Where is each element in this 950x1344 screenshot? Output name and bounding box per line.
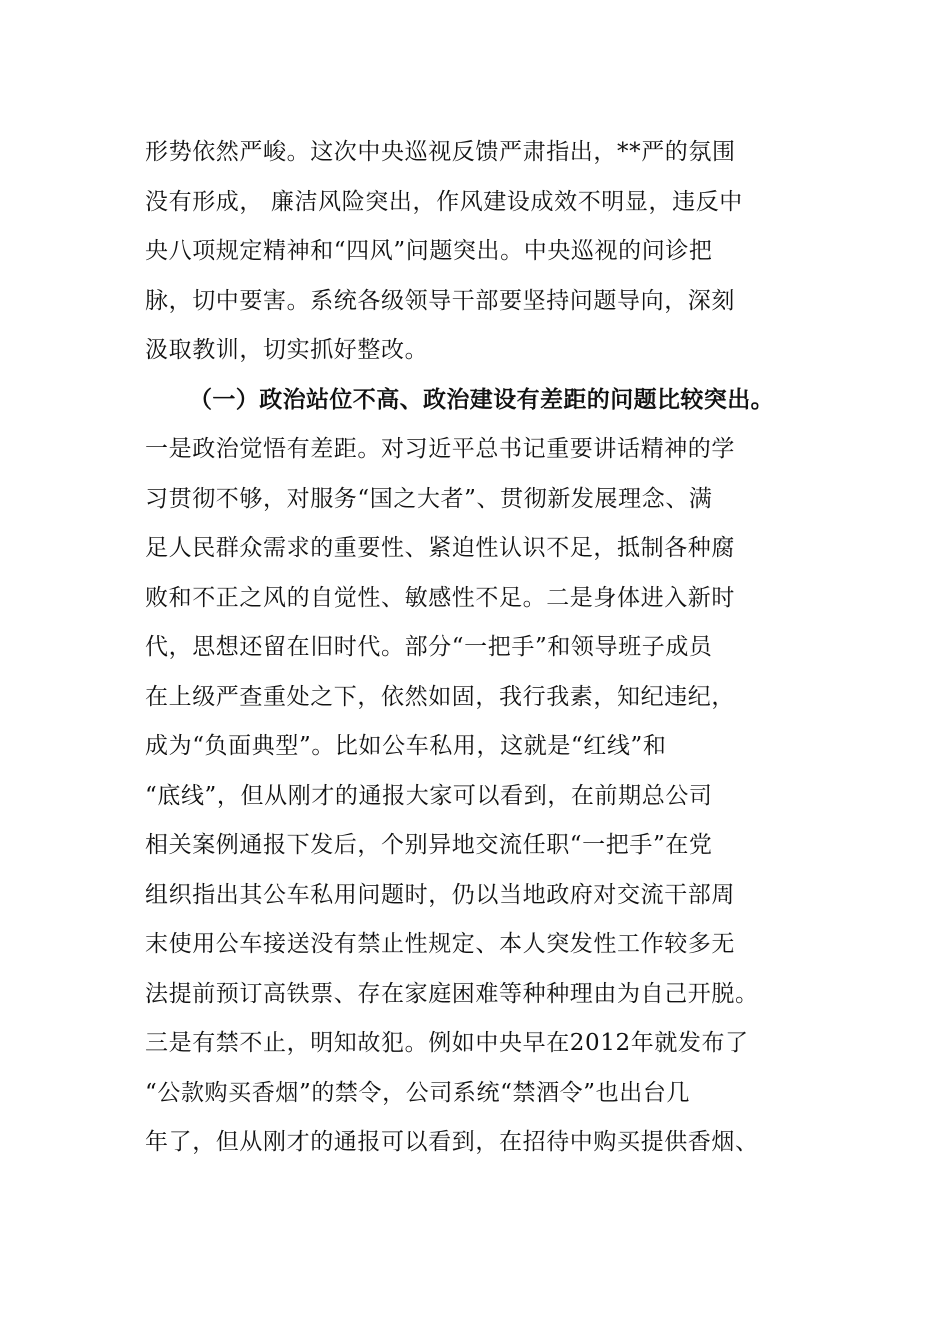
paragraph-line: 法提前预订高铁票、存在家庭困难等种种理由为自己开脱。	[145, 980, 759, 1007]
paragraph-line: 成为“负面典型”。比如公车私用，这就是“红线”和	[145, 733, 667, 759]
paragraph-line: 三是有禁不止，明知故犯。例如中央早在2012年就发布了	[145, 1030, 749, 1056]
paragraph-line: “公款购买香烟”的禁令，公司系统“禁酒令”也出台几	[145, 1079, 691, 1106]
paragraph-line: 脉，切中要害。系统各级领导干部要坚持问题导向，深刻	[145, 287, 735, 314]
paragraph-line: 代，思想还留在旧时代。部分“一把手”和领导班子成员	[145, 634, 713, 660]
paragraph-line: 组织指出其公车私用问题时，仍以当地政府对交流干部周	[145, 881, 735, 908]
paragraph-line: 年了，但从刚才的通报可以看到，在招待中购买提供香烟、	[145, 1129, 759, 1155]
paragraph-line: 足人民群众需求的重要性、紧迫性认识不足，抵制各种腐	[145, 535, 735, 561]
paragraph-line: 一是政治觉悟有差距。对习近平总书记重要讲话精神的学	[145, 436, 735, 462]
paragraph-line: “底线”，但从刚才的通报大家可以看到，在前期总公司	[145, 782, 713, 809]
section-heading: （一）政治站位不高、政治建设有差距的问题比较突出。	[189, 386, 774, 413]
body-text	[145, 128, 825, 1168]
paragraph-line: 在上级严查重处之下，依然如固，我行我素，知纪违纪，	[145, 683, 735, 710]
paragraph-line: 败和不正之风的自觉性、敏感性不足。二是身体进入新时	[145, 584, 735, 611]
paragraph-line: 末使用公车接送没有禁止性规定、本人突发性工作较多无	[145, 931, 735, 957]
paragraph-line: 习贯彻不够，对服务“国之大者”、贯彻新发展理念、满	[145, 485, 713, 512]
paragraph-line: 汲取教训，切实抓好整改。	[145, 337, 429, 363]
paragraph-line: 央八项规定精神和“四风”问题突出。中央巡视的问诊把	[145, 238, 713, 264]
paragraph-line: 形势依然严峻。这次中央巡视反馈严肃指出，**严的氛围	[145, 139, 736, 165]
paragraph-line: 相关案例通报下发后，个别异地交流任职“一把手”在党	[145, 832, 713, 858]
paragraph-line: 没有形成， 廉洁风险突出，作风建设成效不明显，违反中	[145, 188, 743, 215]
